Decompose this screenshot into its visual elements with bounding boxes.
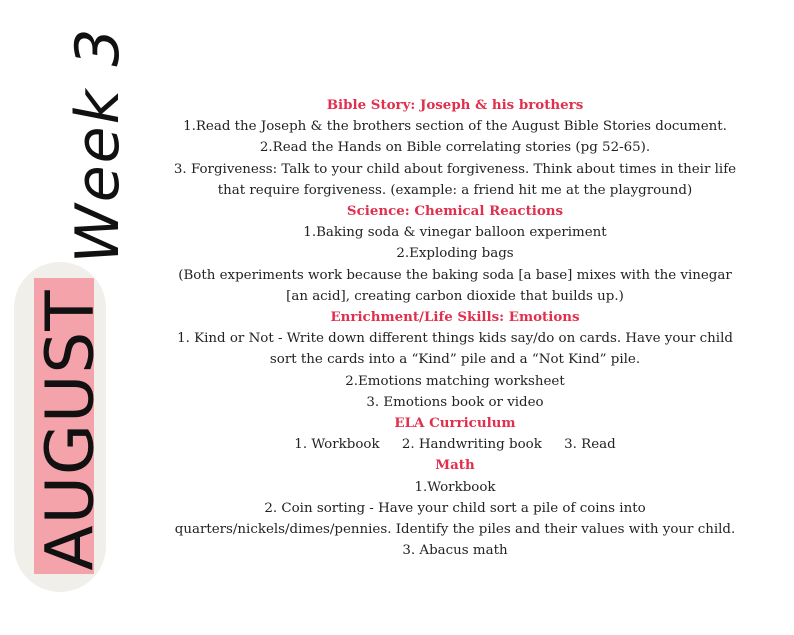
enrichment-line: 2.Emotions matching worksheet xyxy=(345,373,565,389)
math-line: 1.Workbook xyxy=(414,479,496,495)
week-title: Week 3 xyxy=(63,26,133,264)
math-line: 3. Abacus math xyxy=(402,543,508,559)
enrichment-line: 3. Emotions book or video xyxy=(366,394,544,410)
month-title: AUGUST xyxy=(31,289,109,571)
section-heading-ela: ELA Curriculum xyxy=(394,415,516,432)
math-line: quarters/nickels/dimes/pennies. Identify the piles and their values with your child. xyxy=(174,522,736,538)
section-heading-math: Math xyxy=(435,457,475,474)
science-line: [an acid], creating carbon dioxide that builds up.) xyxy=(286,288,624,304)
section-heading-enrichment: Enrichment/Life Skills: Emotions xyxy=(330,309,580,326)
science-line: (Both experiments work because the baking soda [a base] mixes with the vinegar xyxy=(178,267,732,283)
ela-item: 2. Handwriting book xyxy=(401,437,542,453)
ela-items xyxy=(155,434,755,455)
lesson-plan xyxy=(155,95,755,561)
title-block xyxy=(0,0,140,635)
math-line: 2. Coin sorting - Have your child sort a pile of coins into xyxy=(264,500,646,516)
science-line: 1.Baking soda & vinegar balloon experiment xyxy=(303,225,607,241)
bible-line: 3. Forgiveness: Talk to your child about forgiveness. Think about times in their life xyxy=(173,161,737,177)
bible-line: 2.Read the Hands on Bible correlating stories (pg 52-65). xyxy=(259,140,651,156)
bible-line: 1.Read the Joseph & the brothers section of the August Bible Stories document. xyxy=(183,119,727,135)
section-heading-science: Science: Chemical Reactions xyxy=(346,203,564,220)
enrichment-line: 1. Kind or Not - Write down different things kids say/do on cards. Have your child xyxy=(177,331,733,347)
bible-line: that require forgiveness. (example: a friend hit me at the playground) xyxy=(217,182,693,198)
science-line: 2.Exploding bags xyxy=(396,246,514,262)
section-heading-bible: Bible Story: Joseph & his brothers xyxy=(326,97,584,113)
ela-item: 3. Read xyxy=(564,437,616,453)
ela-item: 1. Workbook xyxy=(294,437,380,453)
enrichment-line: sort the cards into a “Kind” pile and a “Not Kind” pile. xyxy=(269,352,641,368)
